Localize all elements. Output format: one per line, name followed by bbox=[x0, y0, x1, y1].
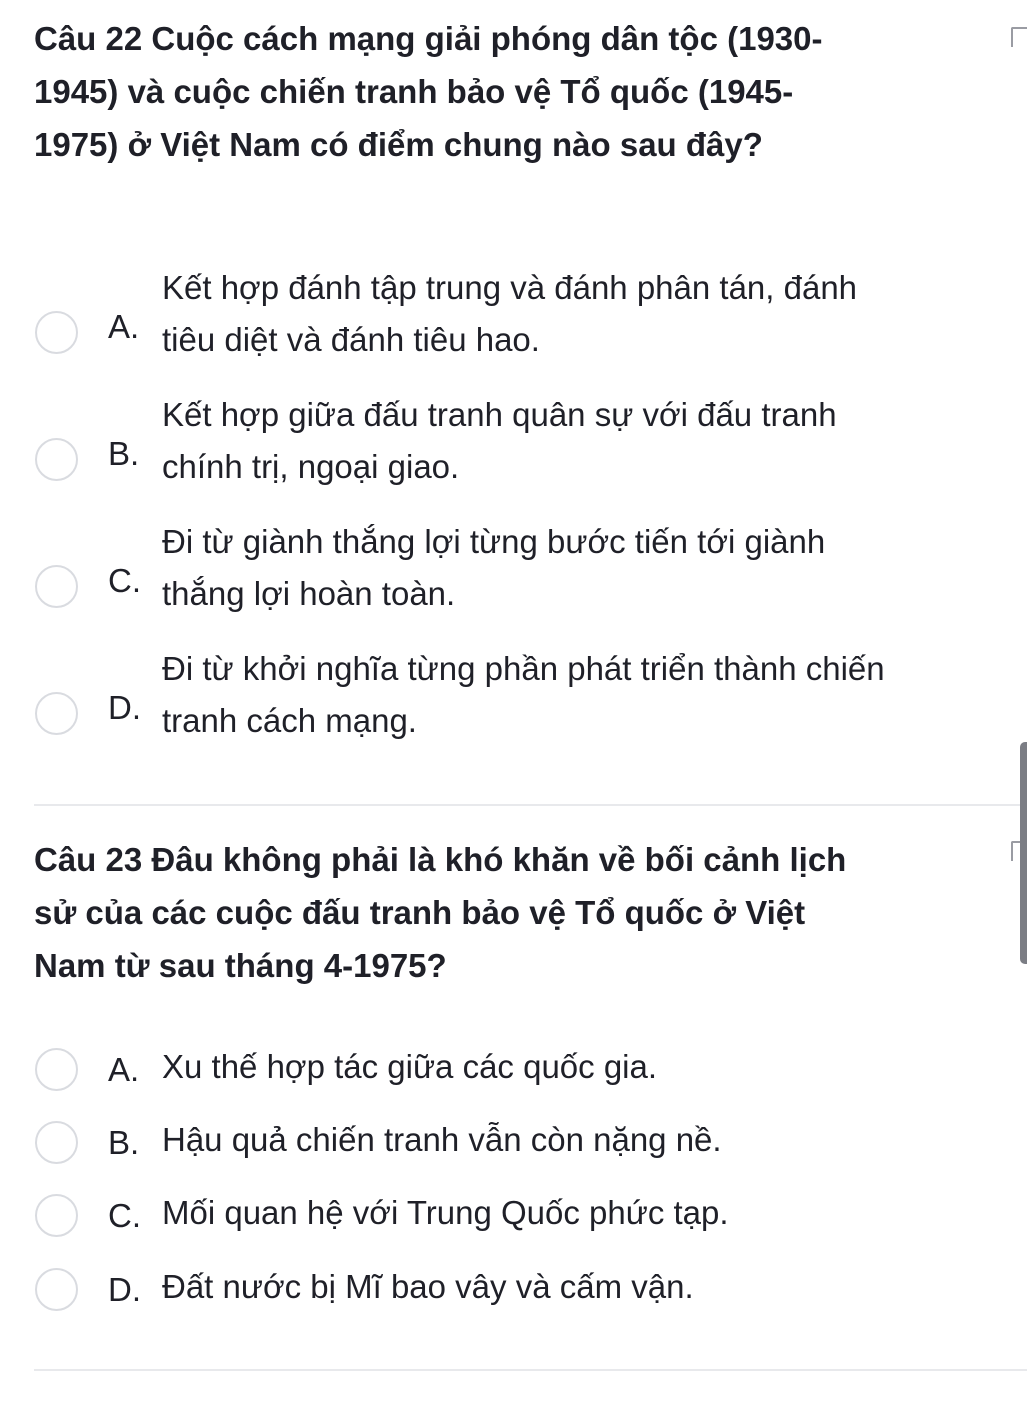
option-c[interactable] bbox=[0, 524, 1027, 644]
question-23 bbox=[0, 807, 1027, 1372]
option-c[interactable] bbox=[0, 1187, 1027, 1247]
option-text-line: Đi từ giành thắng lợi từng bước tiến tới giành bbox=[162, 523, 826, 560]
option-text bbox=[162, 389, 1022, 493]
option-a[interactable] bbox=[0, 270, 1027, 390]
option-letter: A. bbox=[108, 308, 140, 345]
option-letter: C. bbox=[108, 1197, 141, 1234]
scrollbar-thumb[interactable] bbox=[1020, 742, 1027, 964]
radio-button[interactable] bbox=[35, 1268, 78, 1311]
option-text-line: Đi từ khởi nghĩa từng phần phát triển thành chiến bbox=[162, 650, 885, 687]
option-text: Hậu quả chiến tranh vẫn còn nặng nề. bbox=[162, 1121, 722, 1158]
option-b[interactable] bbox=[0, 397, 1027, 517]
option-letter: C. bbox=[108, 562, 141, 599]
option-d[interactable] bbox=[0, 1261, 1027, 1321]
bookmark-icon[interactable] bbox=[1011, 27, 1027, 47]
option-letter: D. bbox=[108, 1271, 141, 1308]
radio-button[interactable] bbox=[35, 1048, 78, 1091]
radio-button[interactable] bbox=[35, 565, 78, 608]
option-text-line: chính trị, ngoại giao. bbox=[162, 448, 460, 485]
option-text: Xu thế hợp tác giữa các quốc gia. bbox=[162, 1048, 658, 1085]
radio-button[interactable] bbox=[35, 1194, 78, 1237]
divider bbox=[34, 1369, 1027, 1371]
option-letter: D. bbox=[108, 689, 141, 726]
option-text-line: Kết hợp giữa đấu tranh quân sự với đấu tranh bbox=[162, 396, 837, 433]
option-text-line: tranh cách mạng. bbox=[162, 702, 417, 739]
question-title: Câu 23 Đâu không phải là khó khăn về bối cảnh lịch sử của các cuộc đấu tranh bảo vệ Tổ quốc ở Việt Nam từ sau tháng 4-1975? bbox=[34, 841, 847, 984]
option-text-line: Kết hợp đánh tập trung và đánh phân tán, đánh bbox=[162, 269, 858, 306]
option-b[interactable] bbox=[0, 1114, 1027, 1174]
option-text bbox=[162, 262, 1022, 366]
radio-button[interactable] bbox=[35, 438, 78, 481]
option-letter: A. bbox=[108, 1051, 140, 1088]
radio-button[interactable] bbox=[35, 311, 78, 354]
option-letter: B. bbox=[108, 435, 140, 472]
option-text bbox=[162, 516, 1022, 620]
question-title: Câu 22 Cuộc cách mạng giải phóng dân tộc (1930-1945) và cuộc chiến tranh bảo vệ Tổ quốc (1945-1975) ở Việt Nam có điểm chung nào sau đây? bbox=[34, 20, 823, 163]
radio-button[interactable] bbox=[35, 692, 78, 735]
option-text bbox=[162, 643, 1022, 747]
divider bbox=[34, 804, 1027, 806]
option-text-line: tiêu diệt và đánh tiêu hao. bbox=[162, 321, 540, 358]
option-letter: B. bbox=[108, 1124, 140, 1161]
option-text-line: thắng lợi hoàn toàn. bbox=[162, 575, 456, 612]
radio-button[interactable] bbox=[35, 1121, 78, 1164]
option-text: Mối quan hệ với Trung Quốc phức tạp. bbox=[162, 1194, 729, 1231]
option-text: Đất nước bị Mĩ bao vây và cấm vận. bbox=[162, 1268, 694, 1305]
option-d[interactable] bbox=[0, 651, 1027, 771]
option-a[interactable] bbox=[0, 1041, 1027, 1101]
